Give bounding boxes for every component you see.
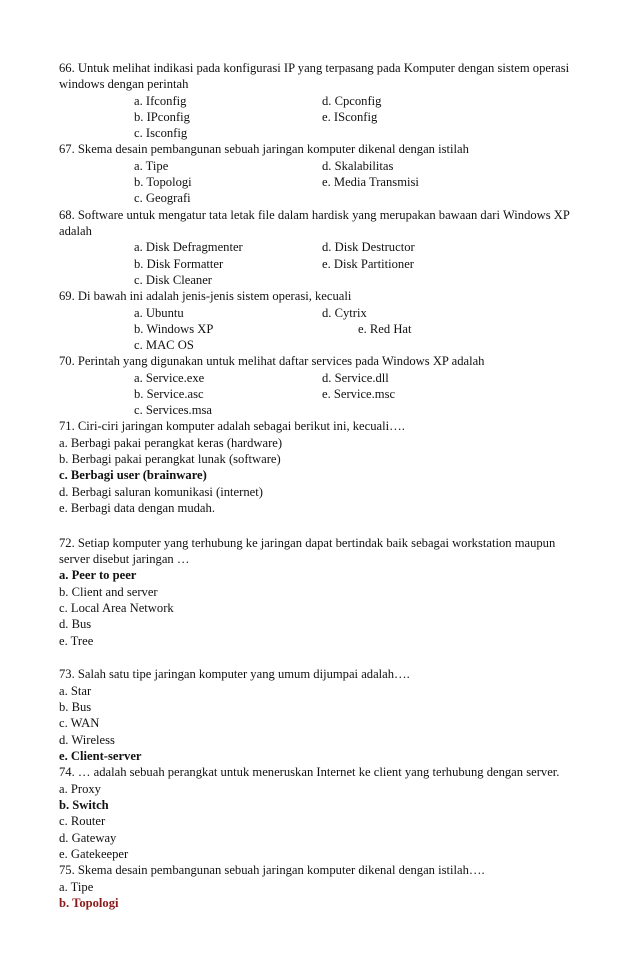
- q70-option-d: d. Service.dll: [322, 371, 389, 385]
- question-71-text: 71. Ciri-ciri jaringan komputer adalah sebagai berikut ini, kecuali….: [59, 419, 405, 433]
- q71-option-a: a. Berbagi pakai perangkat keras (hardware): [59, 436, 283, 450]
- question-75-text: 75. Skema desain pembangunan sebuah jaringan komputer dikenal dengan istilah….: [59, 863, 485, 877]
- question-66-text-cont: windows dengan perintah: [59, 77, 189, 91]
- q73-option-a: a. Star: [59, 684, 92, 698]
- q74-option-e: e. Gatekeeper: [59, 847, 129, 861]
- q69-option-b: b. Windows XP: [134, 322, 214, 336]
- question-72-text: 72. Setiap komputer yang terhubung ke jaringan dapat bertindak baik sebagai workstation maupun: [59, 536, 556, 550]
- q68-option-c: c. Disk Cleaner: [134, 273, 212, 287]
- q71-option-e: e. Berbagi data dengan mudah.: [59, 501, 215, 515]
- question-73-text: 73. Salah satu tipe jaringan komputer yang umum dijumpai adalah….: [59, 667, 410, 681]
- question-72-text-cont: server disebut jaringan …: [59, 552, 190, 566]
- q67-option-b: b. Topologi: [134, 175, 192, 189]
- q74-option-a: a. Proxy: [59, 782, 101, 796]
- q74-option-d: d. Gateway: [59, 831, 117, 845]
- q69-option-e: e. Red Hat: [358, 322, 412, 336]
- q72-option-d: d. Bus: [59, 617, 92, 631]
- q70-option-a: a. Service.exe: [134, 371, 205, 385]
- q67-option-e: e. Media Transmisi: [322, 175, 419, 189]
- q69-option-d: d. Cytrix: [322, 306, 367, 320]
- q73-option-d: d. Wireless: [59, 733, 115, 747]
- question-68-text: 68. Software untuk mengatur tata letak file dalam hardisk yang merupakan bawaan dari Windows XP: [59, 208, 570, 222]
- q71-option-b: b. Berbagi pakai perangkat lunak (software): [59, 452, 281, 466]
- q72-option-a-answer: a. Peer to peer: [59, 568, 137, 582]
- question-68-text-cont: adalah: [59, 224, 92, 238]
- q66-option-a: a. Ifconfig: [134, 94, 187, 108]
- q73-option-c: c. WAN: [59, 716, 100, 730]
- q68-option-e: e. Disk Partitioner: [322, 257, 414, 271]
- q66-option-b: b. IPconfig: [134, 110, 190, 124]
- q70-option-b: b. Service.asc: [134, 387, 204, 401]
- q68-option-a: a. Disk Defragmenter: [134, 240, 243, 254]
- q71-option-c-answer: c. Berbagi user (brainware): [59, 468, 207, 482]
- q71-option-d: d. Berbagi saluran komunikasi (internet): [59, 485, 263, 499]
- q67-option-d: d. Skalabilitas: [322, 159, 394, 173]
- q66-option-e: e. ISconfig: [322, 110, 378, 124]
- q69-option-c: c. MAC OS: [134, 338, 194, 352]
- q73-option-b: b. Bus: [59, 700, 92, 714]
- q70-option-c: c. Services.msa: [134, 403, 212, 417]
- q73-option-e-answer: e. Client-server: [59, 749, 142, 763]
- q72-option-b: b. Client and server: [59, 585, 158, 599]
- question-69-text: 69. Di bawah ini adalah jenis-jenis sistem operasi, kecuali: [59, 289, 352, 303]
- q72-option-c: c. Local Area Network: [59, 601, 174, 615]
- q66-option-d: d. Cpconfig: [322, 94, 382, 108]
- q69-option-a: a. Ubuntu: [134, 306, 184, 320]
- q72-option-e: e. Tree: [59, 634, 94, 648]
- q74-option-b-answer: b. Switch: [59, 798, 109, 812]
- question-70-text: 70. Perintah yang digunakan untuk melihat daftar services pada Windows XP adalah: [59, 354, 485, 368]
- q74-option-c: c. Router: [59, 814, 106, 828]
- q67-option-c: c. Geografi: [134, 191, 191, 205]
- question-74-text: 74. … adalah sebuah perangkat untuk meneruskan Internet ke client yang terhubung dengan server.: [59, 765, 560, 779]
- q66-option-c: c. Isconfig: [134, 126, 188, 140]
- question-67-text: 67. Skema desain pembangunan sebuah jaringan komputer dikenal dengan istilah: [59, 142, 469, 156]
- q67-option-a: a. Tipe: [134, 159, 169, 173]
- q68-option-d: d. Disk Destructor: [322, 240, 415, 254]
- q70-option-e: e. Service.msc: [322, 387, 396, 401]
- q68-option-b: b. Disk Formatter: [134, 257, 224, 271]
- q75-option-a: a. Tipe: [59, 880, 94, 894]
- q75-option-b-answer: b. Topologi: [59, 896, 119, 910]
- question-66-text: 66. Untuk melihat indikasi pada konfigurasi IP yang terpasang pada Komputer dengan sistem operasi: [59, 61, 570, 75]
